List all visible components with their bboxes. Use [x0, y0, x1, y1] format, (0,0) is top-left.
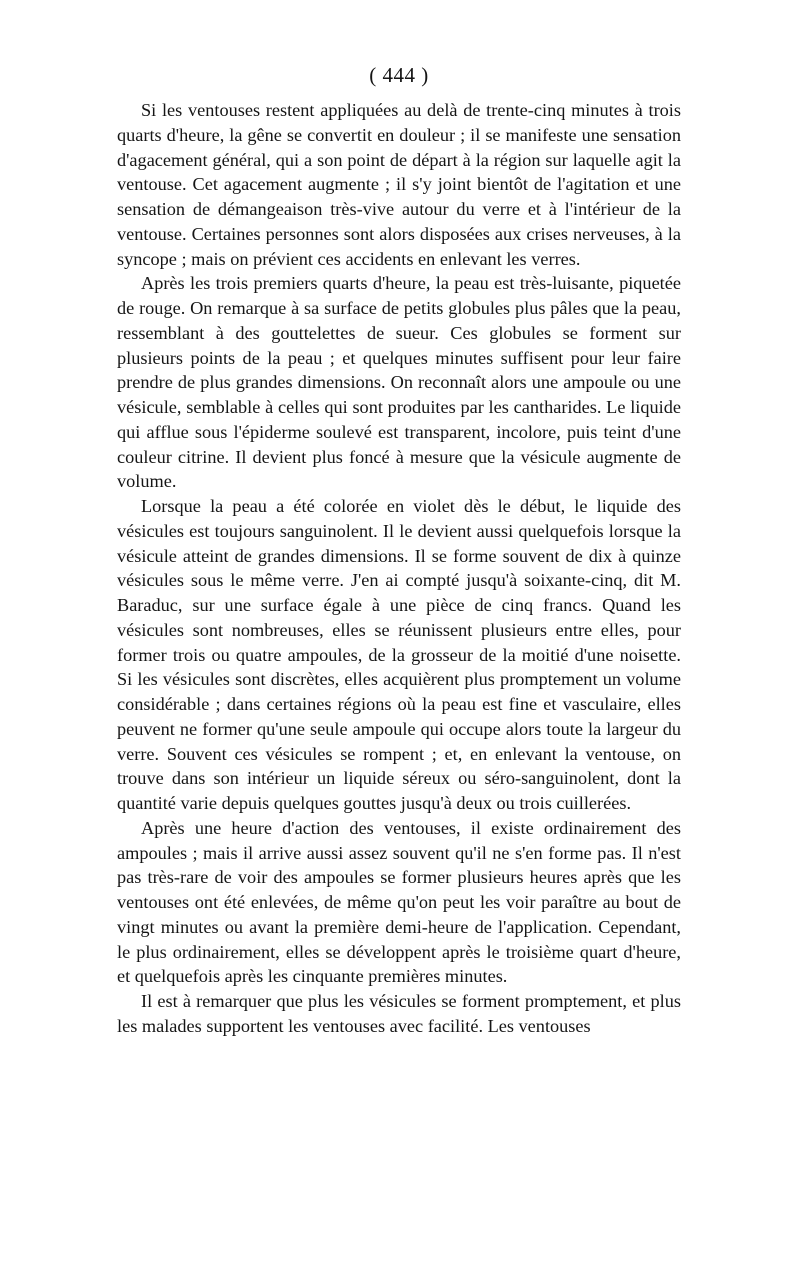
paragraph-3: Lorsque la peau a été colorée en violet dès le début, le liquide des vésicules est toujours sanguinolent. Il le devient aussi quelquefois lorsque la vésicule atteint de grandes dimensions. Il se forme souvent de dix à quinze vésicules sous le même verre. J'en ai compté jusqu'à soixante-cinq, dit M. Baraduc, sur une surface égale à une pièce de cinq francs. Quand les vésicules sont nombreuses, elles se réunissent plusieurs entre elles, pour former trois ou quatre ampoules, de la grosseur de la moitié d'une noisette. Si les vésicules sont discrètes, elles acquièrent plus promptement un volume considérable ; dans certaines régions où la peau est fine et vasculaire, elles peuvent ne former qu'une seule ampoule qui occupe alors toute la largeur du verre. Souvent ces vésicules se rompent ; et, en enlevant la ventouse, on trouve dans son intérieur un liquide séreux ou séro-sanguinolent, dont la quantité varie depuis quelques gouttes jusqu'à deux ou trois cuillerées.	[117, 496, 681, 813]
document-page	[117, 62, 681, 1039]
paragraph-4: Après une heure d'action des ventouses, il existe ordinairement des ampoules ; mais il arrive aussi assez souvent qu'il ne s'en forme pas. Il n'est pas très-rare de voir des ampoules se former plusieurs heures après que les ventouses ont été enlevées, de même qu'on peut les voir paraître au bout de vingt minutes ou avant la première demi-heure de l'application. Cependant, le plus ordinairement, elles se développent après le troisième quart d'heure, et quelquefois après les cinquante premières minutes.	[117, 817, 681, 987]
paragraph-5: Il est à remarquer que plus les vésicules se forment promptement, et plus les malades supportent les ventouses avec facilité. Les ventouses	[117, 991, 681, 1036]
page-number: ( 444 )	[369, 63, 429, 87]
paragraph-1: Si les ventouses restent appliquées au delà de trente-cinq minutes à trois quarts d'heure, la gêne se convertit en douleur ; il se manifeste une sensation d'agacement général, qui a son point de départ à la région sur laquelle agit la ventouse. Cet agacement augmente ; il s'y joint bientôt de l'agitation et une sensation de démangeaison très-vive autour du verre et à l'intérieur de la ventouse. Certaines personnes sont alors disposées aux crises nerveuses, à la syncope ; mais on prévient ces accidents en enlevant les verres.	[117, 100, 681, 269]
paragraph-2: Après les trois premiers quarts d'heure, la peau est très-luisante, piquetée de rouge. On remarque à sa surface de petits globules plus pâles que la peau, ressemblant à des gouttelettes de sueur. Ces globules se forment sur plusieurs points de la peau ; et quelques minutes suffisent pour leur faire prendre de plus grandes dimensions. On reconnaît alors une ampoule ou une vésicule, semblable à celles qui sont produites par les cantharides. Le liquide qui afflue sous l'épiderme soulevé est transparent, incolore, puis teint d'une couleur citrine. Il devient plus foncé à mesure que la vésicule augmente de volume.	[117, 273, 681, 492]
